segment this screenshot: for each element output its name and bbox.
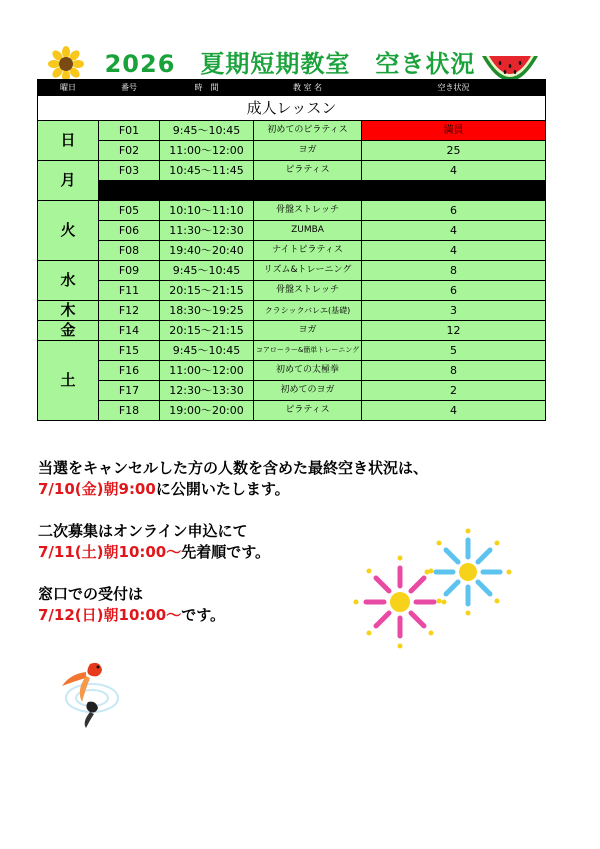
row-availability: 6 [362,201,546,221]
table-row [38,201,546,221]
row-name: ピラティス [254,161,362,181]
goldfish-icon [52,650,132,730]
row-code: F06 [99,221,160,241]
section-title: 成人レッスン [38,96,546,121]
day-tuesday: 火 [38,201,99,261]
row-code: F01 [99,121,160,141]
row-time: 18:30～19:25 [160,301,254,321]
row-availability: 5 [362,341,546,361]
row-time: 9:45～10:45 [160,341,254,361]
row-availability: 4 [362,241,546,261]
row-name: 初めての太極拳 [254,361,362,381]
day-friday: 金 [38,321,99,341]
note-final-availability [38,458,428,500]
closed-row [38,181,546,201]
row-availability: 25 [362,141,546,161]
row-availability: 3 [362,301,546,321]
note-date: 7/10(金)朝9:00 [38,480,156,498]
note-text: 窓口での受付は [38,585,144,603]
row-time: 10:45～11:45 [160,161,254,181]
row-availability: 8 [362,261,546,281]
table-row [38,361,546,381]
note-text: 先着順です。 [181,543,271,561]
row-availability: 2 [362,381,546,401]
row-name: ナイトピラティス [254,241,362,261]
day-sunday: 日 [38,121,99,161]
row-availability: 8 [362,361,546,381]
table-row [38,241,546,261]
row-code: F18 [99,401,160,421]
day-wednesday: 水 [38,261,99,301]
header-day: 曜日 [38,80,99,96]
row-time: 11:00～12:00 [160,361,254,381]
row-name: ZUMBA [254,221,362,241]
note-text: 当選をキャンセルした方の人数を含めた最終空き状況は、 [38,459,429,477]
table-row [38,281,546,301]
page-title: 2026 夏期短期教室 空き状況 [104,50,476,78]
table-row [38,221,546,241]
sunflower-icon [48,46,84,82]
row-code: F12 [99,301,160,321]
row-time: 11:30～12:30 [160,221,254,241]
row-code: F03 [99,161,160,181]
row-name: 骨盤ストレッチ [254,201,362,221]
row-time: 20:15～21:15 [160,321,254,341]
note-text: です。 [181,606,226,624]
row-name: ピラティス [254,401,362,421]
note-text: 二次募集はオンライン申込にて [38,522,248,540]
row-code: F08 [99,241,160,261]
row-time: 9:45～10:45 [160,261,254,281]
row-name: コアローラー&簡単トレーニング [254,341,362,361]
row-code: F02 [99,141,160,161]
day-saturday: 土 [38,341,99,421]
row-availability: 4 [362,221,546,241]
row-code: F11 [99,281,160,301]
header-availability: 空き状況 [362,80,546,96]
table-row [38,141,546,161]
note-text: に公開いたします。 [155,480,290,498]
header-code: 番号 [99,80,160,96]
header-name: 教 室 名 [254,80,362,96]
table-row [38,381,546,401]
day-monday: 月 [38,161,99,201]
row-time: 9:45～10:45 [160,121,254,141]
row-name: 初めてのピラティス [254,121,362,141]
row-code: F14 [99,321,160,341]
row-code: F05 [99,201,160,221]
row-name: クラシックバレエ(基礎) [254,301,362,321]
row-availability: 12 [362,321,546,341]
closed-cell [99,181,546,201]
row-availability: 4 [362,401,546,421]
row-availability: 4 [362,161,546,181]
table-header-row [38,80,546,96]
table-row [38,321,546,341]
table-row [38,401,546,421]
row-code: F17 [99,381,160,401]
row-time: 12:30～13:30 [160,381,254,401]
header-time: 時 間 [160,80,254,96]
day-thursday: 木 [38,301,99,321]
row-time: 19:40～20:40 [160,241,254,261]
row-code: F16 [99,361,160,381]
table-row [38,161,546,181]
row-time: 10:10～11:10 [160,201,254,221]
row-code: F09 [99,261,160,281]
row-name: 骨盤ストレッチ [254,281,362,301]
fireworks-icon [340,520,520,660]
row-name: 初めてのヨガ [254,381,362,401]
row-time: 11:00～12:00 [160,141,254,161]
table-row [38,261,546,281]
table-row [38,301,546,321]
row-availability: 満員 [362,121,546,141]
row-code: F15 [99,341,160,361]
row-name: リズム&トレーニング [254,261,362,281]
schedule-table [37,79,546,421]
row-time: 20:15～21:15 [160,281,254,301]
note-date: 7/11(土)朝10:00～ [38,543,182,561]
row-name: ヨガ [254,321,362,341]
row-availability: 6 [362,281,546,301]
table-row [38,121,546,141]
row-time: 19:00～20:00 [160,401,254,421]
row-name: ヨガ [254,141,362,161]
section-row [38,96,546,121]
table-row [38,341,546,361]
note-date: 7/12(日)朝10:00～ [38,606,182,624]
